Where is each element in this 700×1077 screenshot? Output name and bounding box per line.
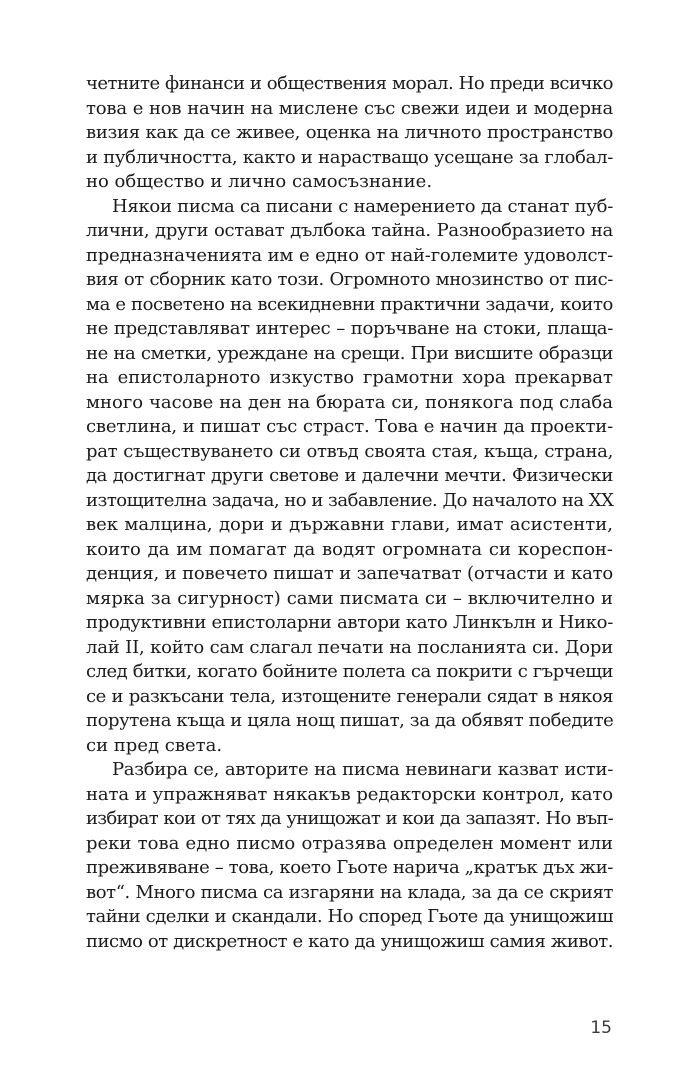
text-line: това е нов начин на мислене със свежи идеи и модерна (86, 97, 613, 119)
text-line: вия от сборник като този. Огромното мнозинство от пис- (86, 269, 613, 290)
text-line: да достигнат други светове и далечни мечти. Физически (86, 465, 613, 486)
text-line: на епистоларното изкуство грамотни хора прекарват (86, 367, 613, 388)
text-line: Разбира се, авторите на писма невинаги казват исти- (112, 759, 613, 780)
text-line: след битки, когато бойните полета са покрити с гърчещи (86, 661, 613, 682)
page-body (86, 72, 613, 954)
text-line: си пред света. (86, 734, 223, 756)
text-line: но общество и лично самосъзнание. (86, 171, 433, 192)
text-line: порутена къща и цяла нощ пишат, за да обявят победите (86, 710, 614, 731)
text-line: писмо от дискретност е като да унищожиш самия живот. (86, 930, 613, 952)
paragraph-2 (86, 195, 613, 759)
text-line: лай II, който сам слагал печати на посланията си. Дори (86, 636, 613, 658)
text-line: изтощителна задача, но и забавление. До началото на XX (86, 489, 614, 511)
page-number: 15 (590, 1018, 612, 1038)
text-line: Някои писма са писани с намерението да станат пуб- (112, 195, 613, 217)
text-line: се и разкъсани тела, изтощените генерали сядат в някоя (86, 685, 613, 707)
text-line: преживяване – това, което Гьоте нарича „кратък дъх жи- (86, 857, 613, 878)
text-line: рат съществуването си отвъд своята стая, къща, страна, (86, 440, 613, 462)
paragraph-3 (86, 758, 613, 954)
text-line: визия как да се живее, оценка на личното пространство (86, 122, 613, 143)
text-line: продуктивни епистоларни автори като Линкълн и Нико- (86, 612, 613, 633)
text-line: ма е посветено на всекидневни практични задачи, които (86, 293, 613, 315)
text-line: избират кои от тях да унищожат и кои да запазят. Но въп- (86, 808, 613, 829)
text-line: вот“. Много писма са изгаряни на клада, за да се скрият (86, 881, 613, 903)
text-line: които да им помагат да водят огромната си кореспон- (86, 538, 613, 560)
text-line: ната и упражняват някакъв редакторски контрол, като (86, 783, 613, 805)
text-line: лични, други остават дълбока тайна. Разнообразието на (86, 220, 613, 241)
text-line: тайни сделки и скандали. Но според Гьоте да унищожиш (86, 906, 613, 927)
text-line: и публичността, както и нарастващо усещане за глобал- (86, 146, 613, 168)
text-line: реки това едно писмо отразява определен момент или (86, 832, 613, 854)
text-line: мярка за сигурност) сами писмата си – включително и (86, 587, 613, 609)
paragraph-1 (86, 72, 613, 195)
text-line: четните финанси и обществения морал. Но преди всичко (86, 73, 613, 94)
text-line: век малцина, дори и държавни глави, имат асистенти, (86, 514, 613, 535)
text-line: предназначенията им е едно от най-големите удоволст- (86, 244, 613, 266)
text-line: много часове на ден на бюрата си, понякога под слаба (86, 391, 613, 413)
text-line: светлина, и пишат със страст. Това е начин да проекти- (86, 416, 613, 437)
text-line: не на сметки, уреждане на срещи. При висшите образци (86, 342, 613, 364)
text-line: денция, и повечето пишат и запечатват (отчасти и като (86, 563, 613, 584)
text-line: не представляват интерес – поръчване на стоки, плаща- (86, 318, 613, 339)
